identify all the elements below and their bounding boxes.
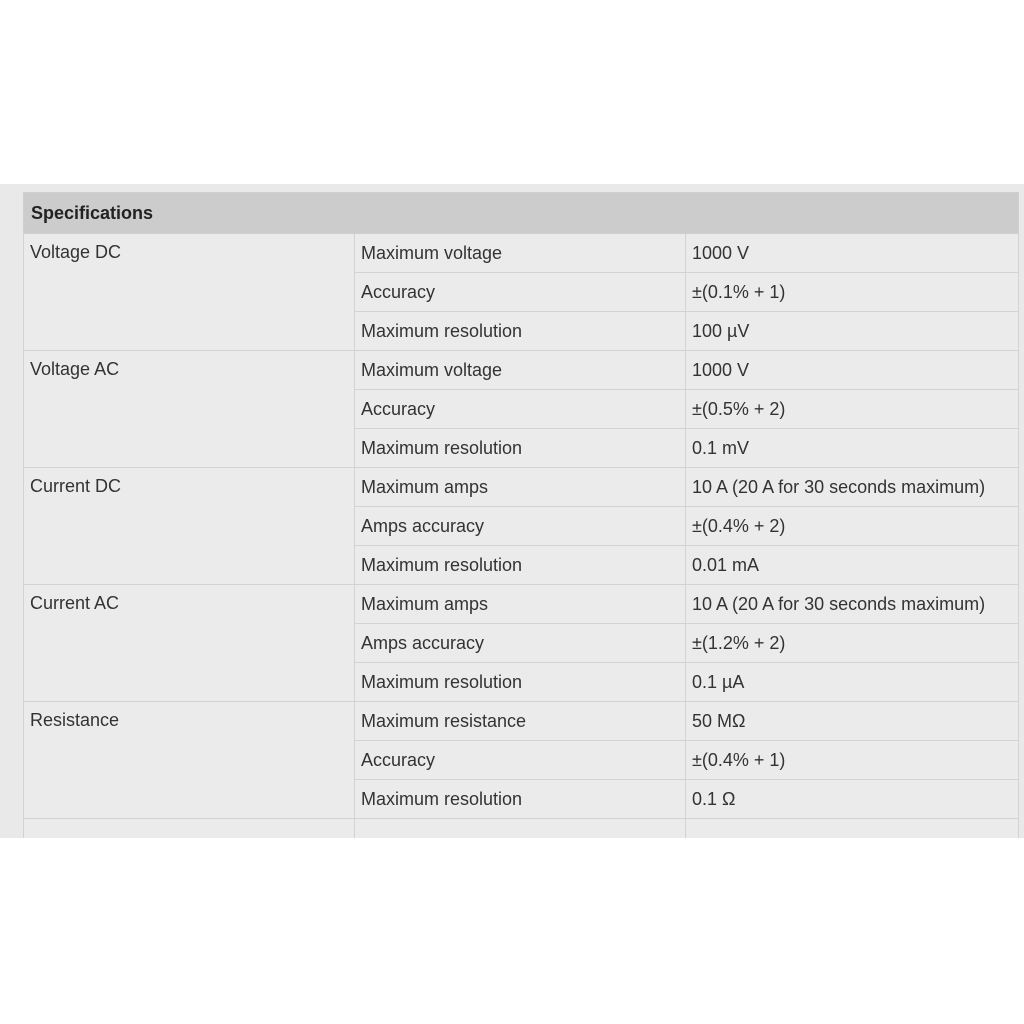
row-value: 1000 V bbox=[686, 351, 1019, 390]
row-value: 50 MΩ bbox=[686, 702, 1019, 741]
empty-cell bbox=[686, 819, 1019, 839]
table-body bbox=[24, 234, 1019, 839]
table-row bbox=[24, 234, 1019, 273]
empty-cell bbox=[355, 819, 686, 839]
row-label: Maximum amps bbox=[355, 468, 686, 507]
row-value: 1000 V bbox=[686, 234, 1019, 273]
empty-cell bbox=[24, 819, 355, 839]
row-label: Maximum resolution bbox=[355, 429, 686, 468]
row-value: ±(0.4% + 2) bbox=[686, 507, 1019, 546]
row-value: 0.1 mV bbox=[686, 429, 1019, 468]
row-label: Amps accuracy bbox=[355, 507, 686, 546]
row-label: Accuracy bbox=[355, 273, 686, 312]
row-label: Maximum amps bbox=[355, 585, 686, 624]
row-value: ±(0.5% + 2) bbox=[686, 390, 1019, 429]
table-row bbox=[24, 702, 1019, 741]
group-name-voltage-ac: Voltage AC bbox=[24, 351, 355, 468]
group-name-resistance: Resistance bbox=[24, 702, 355, 819]
table-title: Specifications bbox=[24, 193, 1019, 234]
group-name-current-dc: Current DC bbox=[24, 468, 355, 585]
row-value: 0.1 µA bbox=[686, 663, 1019, 702]
row-value: 10 A (20 A for 30 seconds maximum) bbox=[686, 585, 1019, 624]
row-label: Maximum resistance bbox=[355, 702, 686, 741]
group-name-current-ac: Current AC bbox=[24, 585, 355, 702]
row-label: Maximum voltage bbox=[355, 351, 686, 390]
row-label: Maximum voltage bbox=[355, 234, 686, 273]
row-label: Maximum resolution bbox=[355, 312, 686, 351]
table-row bbox=[24, 585, 1019, 624]
row-label: Accuracy bbox=[355, 741, 686, 780]
row-label: Accuracy bbox=[355, 390, 686, 429]
row-label: Maximum resolution bbox=[355, 663, 686, 702]
row-label: Amps accuracy bbox=[355, 624, 686, 663]
row-value: 100 µV bbox=[686, 312, 1019, 351]
row-label: Maximum resolution bbox=[355, 780, 686, 819]
row-value: ±(0.4% + 1) bbox=[686, 741, 1019, 780]
specifications-table bbox=[23, 192, 1019, 838]
table-row-cutoff bbox=[24, 819, 1019, 839]
table-row bbox=[24, 468, 1019, 507]
row-value: 10 A (20 A for 30 seconds maximum) bbox=[686, 468, 1019, 507]
table-row bbox=[24, 351, 1019, 390]
group-name-voltage-dc: Voltage DC bbox=[24, 234, 355, 351]
table-header-row bbox=[24, 193, 1019, 234]
row-value: 0.1 Ω bbox=[686, 780, 1019, 819]
row-value: 0.01 mA bbox=[686, 546, 1019, 585]
row-label: Maximum resolution bbox=[355, 546, 686, 585]
row-value: ±(1.2% + 2) bbox=[686, 624, 1019, 663]
specifications-panel bbox=[0, 184, 1024, 838]
row-value: ±(0.1% + 1) bbox=[686, 273, 1019, 312]
